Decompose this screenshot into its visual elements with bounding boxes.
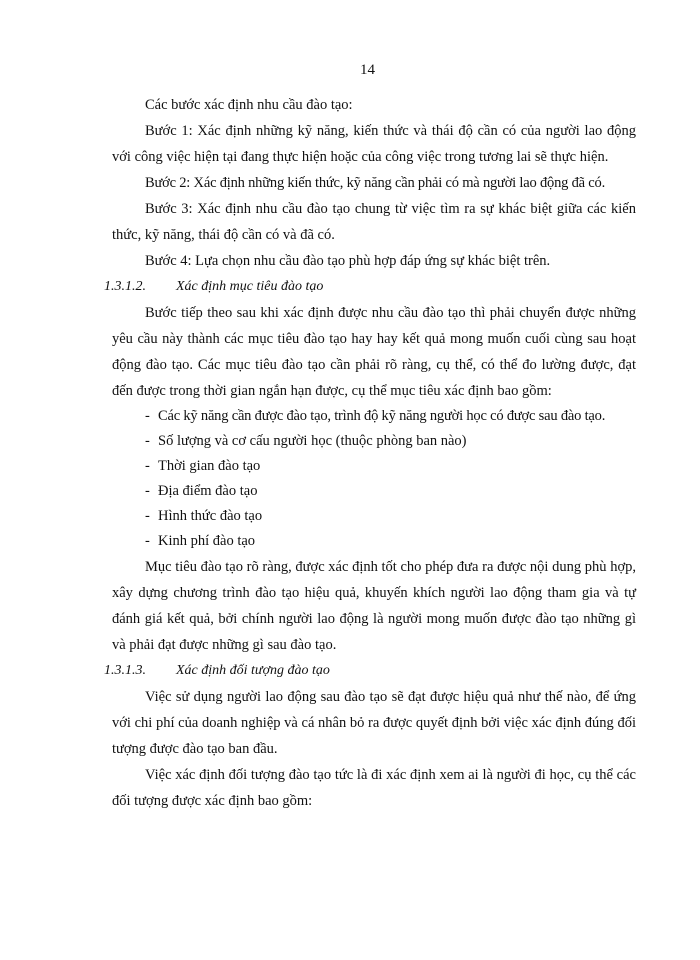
bullet-dash: -: [145, 433, 150, 449]
bullet-dash: -: [145, 508, 150, 524]
step-4: Bước 4: Lựa chọn nhu cầu đào tạo phù hợp đáp ứng sự khác biệt trên.: [145, 253, 551, 269]
section-heading-1312: [104, 274, 636, 300]
section-title: Xác định mục tiêu đào tạo: [176, 279, 324, 294]
list-item: - Hình thức đào tạo: [112, 504, 636, 529]
step-1: Bước 1: Xác định những kỹ năng, kiến thức và thái độ cần có của người lao động với công việc hiện tại đang thực hiện hoặc của công việc trong tương lai sẽ thực hiện.: [112, 123, 636, 165]
section-heading-1313: [104, 658, 636, 684]
objectives-list: [112, 404, 636, 554]
section-1313-paragraph-2: Việc xác định đối tượng đào tạo tức là đi xác định xem ai là người đi học, cụ thể các đối tượng được xác định bao gồm:: [112, 767, 636, 809]
bullet-dash: -: [145, 458, 150, 474]
page-number: 14: [360, 62, 375, 78]
section-1313-paragraph-1: Việc sử dụng người lao động sau đào tạo sẽ đạt được hiệu quả như thế nào, để ứng với chi phí của doanh nghiệp và cá nhân bỏ ra được quyết định bởi việc xác định đúng đối tượng được đào tạo ban đầu.: [112, 689, 636, 757]
step-3: Bước 3: Xác định nhu cầu đào tạo chung từ việc tìm ra sự khác biệt giữa các kiến thức, kỹ năng, thái độ cần có và đã có.: [112, 201, 636, 243]
page-content: [104, 92, 636, 814]
list-item: - Địa điểm đào tạo: [112, 479, 636, 504]
bullet-dash: -: [145, 533, 150, 549]
bullet-dash: -: [145, 483, 150, 499]
list-item: - Kinh phí đào tạo: [112, 529, 636, 554]
section-1312-intro: Bước tiếp theo sau khi xác định được nhu cầu đào tạo thì phải chuyển được những yêu cầu này thành các mục tiêu đào tạo hay hay kết quả mong muốn cuối cùng sau hoạt động đào tạo. Các mục tiêu đào tạo cần phải rõ ràng, cụ thể, có thể đo lường được, đạt đến được trong thời gian ngắn hạn được, cụ thể mục tiêu xác định bao gồm:: [112, 305, 636, 399]
steps-intro: Các bước xác định nhu cầu đào tạo:: [145, 97, 353, 113]
section-number: 1.3.1.3.: [104, 663, 146, 678]
bullet-dash: -: [145, 408, 150, 424]
step-2: Bước 2: Xác định những kiến thức, kỹ năng cần phải có mà người lao động đã có.: [145, 175, 606, 191]
section-number: 1.3.1.2.: [104, 279, 146, 294]
list-item: - Các kỹ năng cần được đào tạo, trình độ kỹ năng người học có được sau đào tạo.: [112, 404, 636, 429]
list-item: - Số lượng và cơ cấu người học (thuộc phòng ban nào): [112, 429, 636, 454]
section-1312-closing: Mục tiêu đào tạo rõ ràng, được xác định tốt cho phép đưa ra được nội dung phù hợp, xây dựng chương trình đào tạo hiệu quả, khuyến khích người lao động tham gia và tự đánh giá kết quả, bởi chính người lao động là người mong muốn được đào tạo những gì và phải đạt được những gì sau đào tạo.: [112, 559, 636, 653]
list-item: - Thời gian đào tạo: [112, 454, 636, 479]
section-title: Xác định đối tượng đào tạo: [176, 663, 330, 678]
